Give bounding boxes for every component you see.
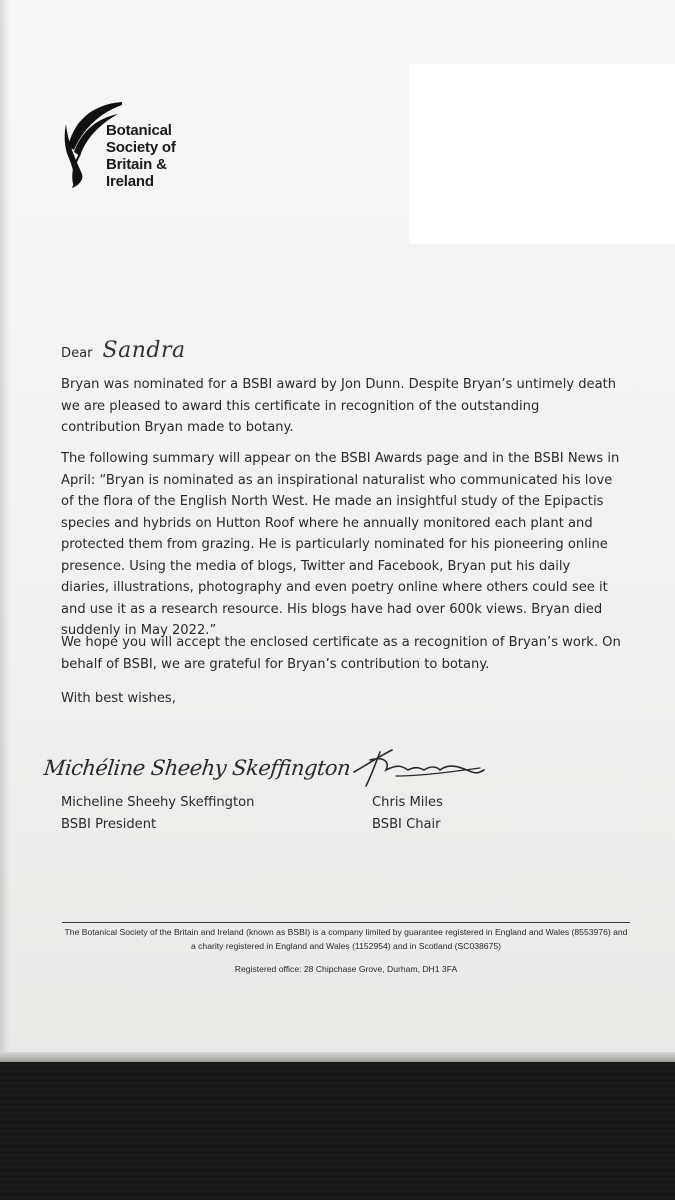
- recipient-handwritten-name: Sandra: [102, 338, 186, 363]
- signatory-title: BSBI President: [61, 816, 157, 832]
- salutation: Dear: [61, 346, 93, 361]
- letter-paragraph-3: We hope you will accept the enclosed certificate as a recognition of Bryan’s work. On behalf of BSBI, we are grateful for Bryan’s contribution to botany.: [61, 635, 621, 672]
- footer-registered-office: Registered office: 28 Chipchase Grove, Durham, DH1 3FA: [234, 964, 458, 974]
- footer-legal-text: The Botanical Society of the Britain and Ireland (known as BSBI) is a company limited by guarantee registered in England and Wales (8553976) and a charity registered in England and Wales (1152954) and in Scotland (SC038675): [64, 927, 628, 951]
- signatory-title: BSBI Chair: [372, 816, 441, 832]
- redacted-address-block: [409, 64, 675, 244]
- signatory-name: Chris Miles: [372, 795, 443, 810]
- paper-edge: [0, 1052, 675, 1062]
- logo-wordmark: Botanical Society of Britain & Ireland: [106, 122, 176, 190]
- closing: With best wishes,: [61, 691, 176, 706]
- signatory-chair: [372, 792, 443, 835]
- signatory-president: [61, 792, 254, 835]
- salutation-line: [61, 340, 621, 365]
- letter-paragraph-1: Bryan was nominated for a BSBI award by Jon Dunn. Despite Bryan’s untimely death we are pleased to award this certificate in recognition of the outstanding contribution Bryan made to botany.: [61, 377, 617, 435]
- chair-signature: [350, 742, 490, 796]
- bsbi-logo: [62, 94, 192, 194]
- president-signature: Michéline Sheehy Skeffington: [42, 756, 352, 780]
- signatory-name: Micheline Sheehy Skeffington: [61, 795, 255, 810]
- page-shadow: [0, 0, 10, 1052]
- letter-paragraph-2: The following summary will appear on the BSBI Awards page and in the BSBI News in April: “Bryan is nominated as an inspirational naturalist who communicated his love of the flora of the English North West. He made an insightful study of the Epipactis species and hybrids on Hutton Roof where he annually monitored each plant and protected them from grazing. He is particularly nominated for his pioneering online presence. Using the media of blogs, Twitter and Facebook, Bryan put his daily diaries, illustrations, photography and even poetry online where others could see it and use it as a research resource. His blogs have had over 600k views. Bryan died suddenly in May 2022.”: [61, 451, 620, 638]
- footer-divider: [62, 922, 630, 923]
- tabletop-background: [0, 1062, 675, 1200]
